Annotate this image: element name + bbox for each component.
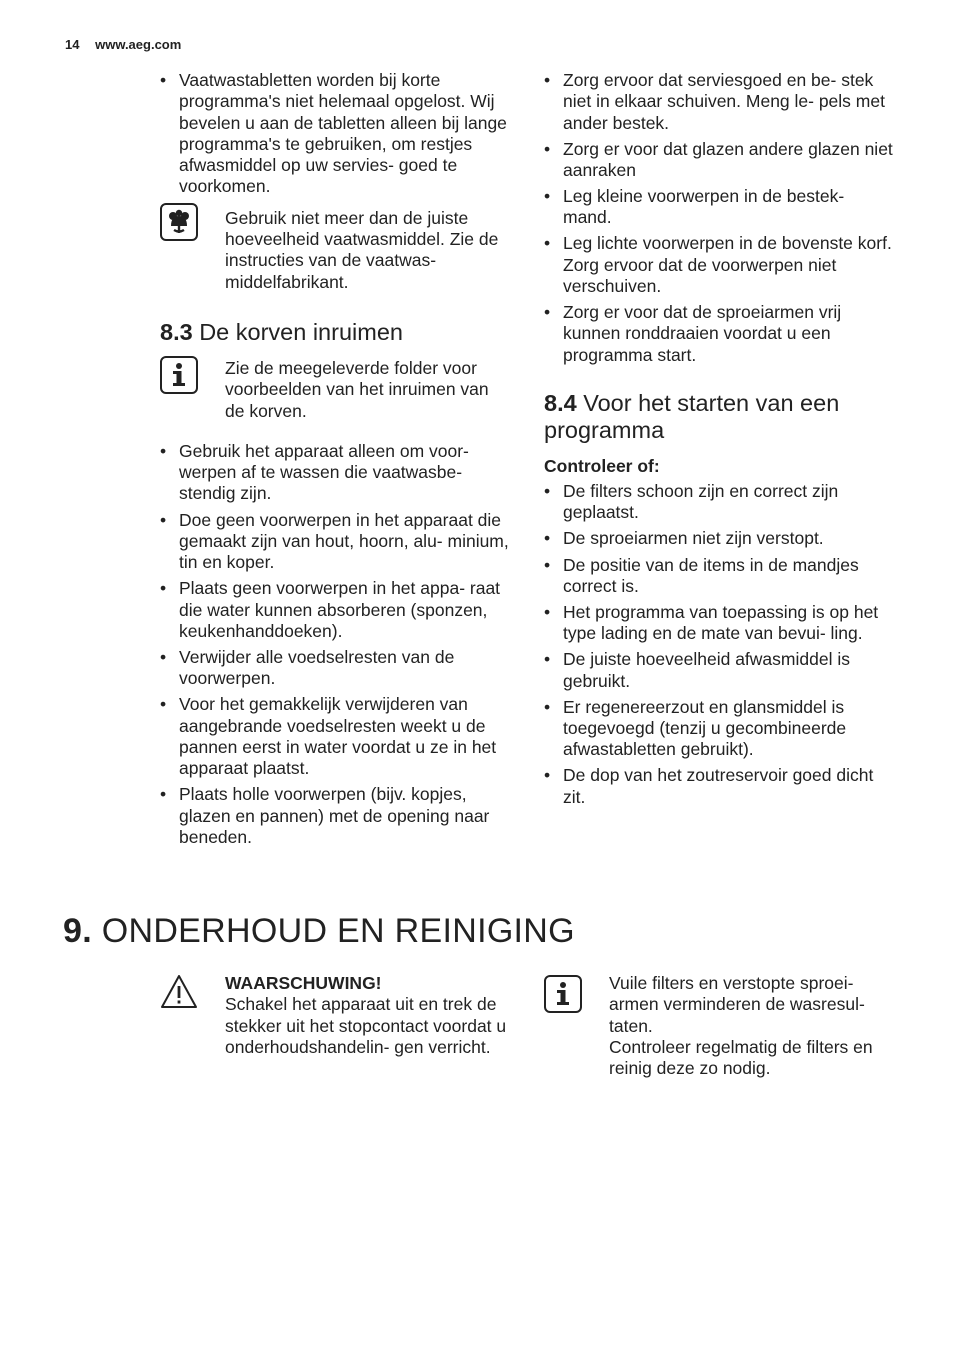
section-8-4-title: Voor het starten van een programma <box>544 390 840 444</box>
warning-label: WAARSCHUWING! <box>225 973 382 993</box>
info-note-text: Zie de meegeleverde folder voor voorbeelden van het inruimen van de korven. <box>225 357 489 421</box>
loading-bullet-list <box>544 70 894 366</box>
list-item: • Verwijder alle voedselresten van de voorwerpen. <box>160 647 510 690</box>
info-icon <box>160 356 198 394</box>
intro-bullet-list <box>160 70 510 198</box>
list-item: • De dop van het zoutreservoir goed dicht zit. <box>544 765 894 808</box>
section-8-4-heading <box>544 390 894 444</box>
info-text-line1: Vuile filters en verstopte sproei- armen verminderen de wasresul- taten. <box>609 973 865 1036</box>
info-icon <box>544 975 582 1013</box>
list-item: • Vaatwastabletten worden bij korte programma's niet helemaal opgelost. Wij bevelen u aan de tabletten alleen bij lange programma's te gebruiken, om restjes afwasmiddel op uw servies- goed te voorkomen. <box>160 70 510 198</box>
website-link[interactable]: www.aeg.com <box>95 37 182 52</box>
list-item: • De sproeiarmen niet zijn verstopt. <box>544 528 894 549</box>
list-item: • De filters schoon zijn en correct zijn geplaatst. <box>544 481 894 524</box>
check-subheading: Controleer of: <box>544 456 660 477</box>
list-item: • De positie van de items in de mandjes correct is. <box>544 555 894 598</box>
section-8-4-bullet-list <box>544 481 894 808</box>
left-column <box>160 70 510 853</box>
environment-note-text: Gebruik niet meer dan de juiste hoeveelheid vaatwasmiddel. Zie de instructies van de vaatwas- middelfabrikant. <box>225 207 499 292</box>
list-item: • Voor het gemakkelijk verwijderen van aangebrande voedselresten weekt u de pannen eerst in water voordat u ze in het apparaat plaatst. <box>160 694 510 779</box>
list-item: • De juiste hoeveelheid afwasmiddel is gebruikt. <box>544 649 894 692</box>
section-8-3-title: De korven inruimen <box>199 318 403 345</box>
environment-icon <box>160 203 198 241</box>
list-item: • Plaats holle voorwerpen (bijv. kopjes, glazen en pannen) met de opening naar beneden. <box>160 784 510 848</box>
section-9-title: ONDERHOUD EN REINIGING <box>101 912 575 950</box>
info-note-baskets <box>160 358 510 422</box>
list-item: • Leg kleine voorwerpen in de bestek- mand. <box>544 186 894 229</box>
list-item: • Leg lichte voorwerpen in de bovenste korf. Zorg ervoor dat de voorwerpen niet verschuiven. <box>544 233 894 297</box>
list-item: • Zorg er voor dat de sproeiarmen vrij kunnen ronddraaien voordat u een programma start. <box>544 302 894 366</box>
page-number: 14 <box>65 37 80 52</box>
list-item: • Zorg ervoor dat serviesgoed en be- stek niet in elkaar schuiven. Meng le- pels met ander bestek. <box>544 70 894 134</box>
section-8-3-bullet-list <box>160 441 510 848</box>
list-item: • Plaats geen voorwerpen in het appa- raat die water kunnen absorberen (sponzen, keukenhanddoeken). <box>160 578 510 642</box>
section-9-heading <box>63 912 575 951</box>
info-text-line2: Controleer regelmatig de filters en reinig deze zo nodig. <box>609 1036 873 1079</box>
page-header <box>65 37 181 52</box>
list-item: • Gebruik het apparaat alleen om voor- werpen af te wassen die vaatwasbe- stendig zijn. <box>160 441 510 505</box>
info-note-filters <box>544 973 894 1079</box>
section-9-number: 9. <box>63 912 92 950</box>
section-8-3-number: 8.3 <box>160 318 193 345</box>
warning-text: Schakel het apparaat uit en trek de stekker uit het stopcontact voordat u onderhoudshandelin- gen verricht. <box>225 994 507 1057</box>
warning-icon <box>160 973 198 1011</box>
environment-note <box>160 208 510 293</box>
list-item: • Er regenereerzout en glansmiddel is toegevoegd (tenzij u gecombineerde afwastabletten gebruikt). <box>544 697 894 761</box>
list-item: • Zorg er voor dat glazen andere glazen niet aanraken <box>544 139 894 182</box>
list-item: • Het programma van toepassing is op het type lading en de mate van bevui- ling. <box>544 602 894 645</box>
right-column <box>544 70 894 813</box>
list-item: • Doe geen voorwerpen in het apparaat die gemaakt zijn van hout, hoorn, alu- minium, tin en koper. <box>160 510 510 574</box>
section-8-3-heading <box>160 319 510 346</box>
warning-note <box>160 973 510 1058</box>
section-8-4-number: 8.4 <box>544 390 577 417</box>
